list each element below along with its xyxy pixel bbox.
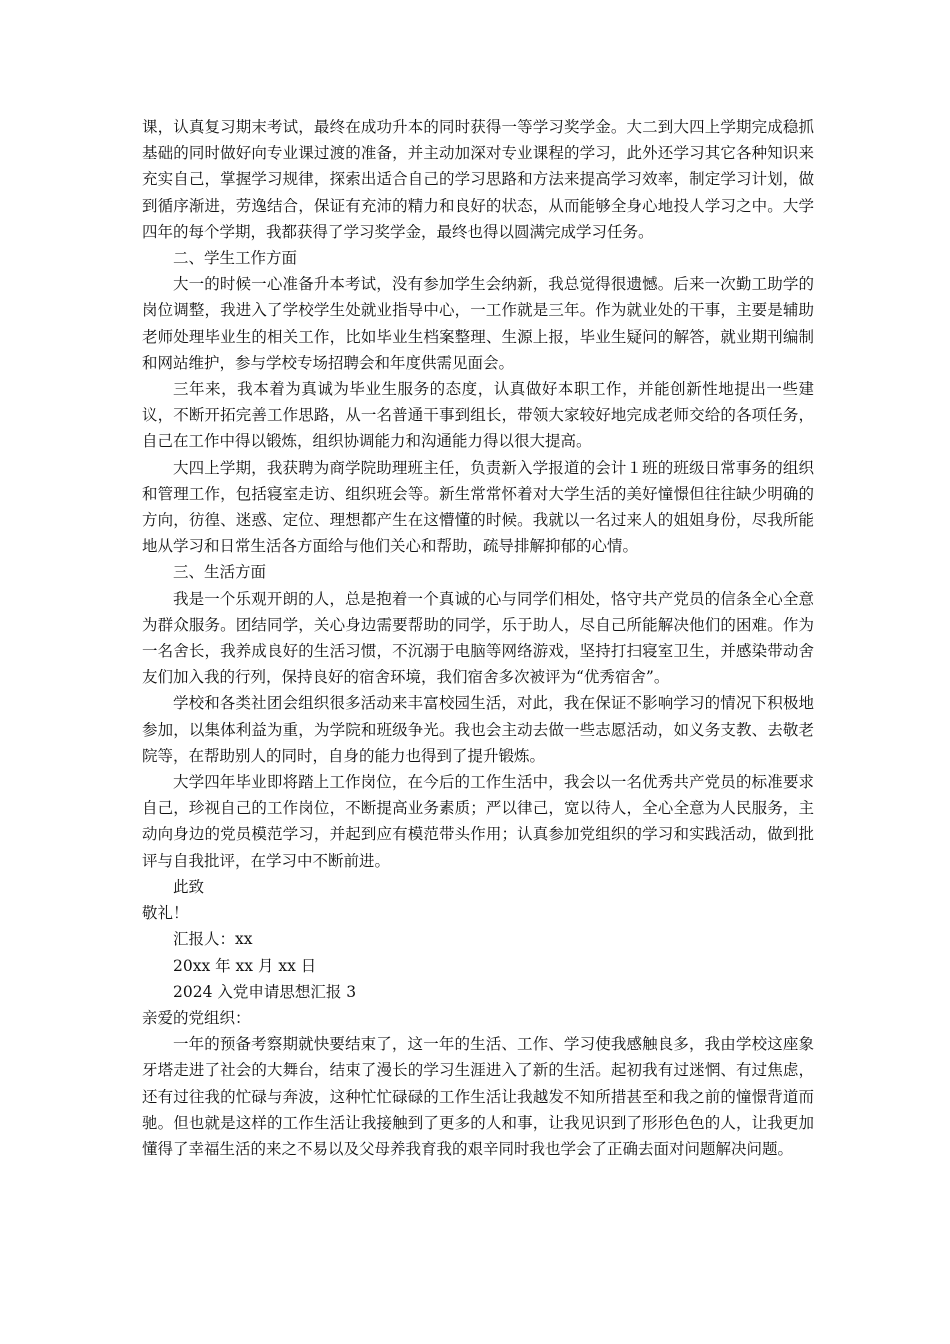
- closing-jingli: 敬礼！: [142, 904, 189, 923]
- paragraph-study-continued: 课，认真复习期末考试，最终在成功升本的同时获得一等学习奖学金。大二到大四上学期完成稳抓基础的同时做好向专业课过渡的准备，并主动加深对专业课程的学习，此外还学习其它各种知识来充实自己，掌握学习规律，探索出适合自己的学习思路和方法来提高学习效率，制定学习计划，做到循序渐进，劳逸结合，保证有充沛的精力和良好的状态，从而能够全身心地投人学习之中。大学四年的每个学期，我都获得了学习奖学金，最终也得以圆满完成学习任务。: [142, 118, 814, 241]
- section-heading-student-work: 二、学生工作方面: [173, 249, 298, 268]
- paragraph-report-3-body: 一年的预备考察期就快要结束了，这一年的生活、工作、学习使我感触良多，我由学校这座象牙塔走进了社会的大舞台，结束了漫长的学习生涯进入了新的生活。起初我有过迷惘、有过焦虑，还有过往我的忙碌与奔波，这种忙忙碌碌的工作生活让我越发不知所措甚至和我之前的憧憬背道而驰。但也就是这样的工作生活让我接触到了更多的人和事，让我见识到了形形色色的人，让我更加懂得了幸福生活的来之不易以及父母养我育我的艰辛同时我也学会了正确去面对问题解决问题。: [142, 1035, 814, 1158]
- signature-reporter: 汇报人：xx: [173, 930, 253, 949]
- document-page: [142, 114, 814, 1162]
- paragraph-student-work-2: 三年来，我本着为真诚为毕业生服务的态度，认真做好本职工作，并能创新性地提出一些建议，不断开拓完善工作思路，从一名普通干事到组长，带领大家较好地完成老师交给的各项任务，自己在工作中得以锻炼，组织协调能力和沟通能力得以很大提高。: [142, 380, 814, 451]
- paragraph-life-1: 我是一个乐观开朗的人，总是抱着一个真诚的心与同学们相处，恪守共产党员的信条全心全意为群众服务。团结同学，关心身边需要帮助的同学，乐于助人，尽自己所能解决他们的困难。作为一名舍长，我养成良好的生活习惯，不沉溺于电脑等网络游戏，坚持打扫寝室卫生，并感染带动舍友们加入我的行列，保持良好的宿舍环境，我们宿舍多次被评为“优秀宿舍”。: [142, 589, 814, 687]
- paragraph-life-2: 学校和各类社团会组织很多活动来丰富校园生活，对此，我在保证不影响学习的情况下积极地参加，以集体利益为重，为学院和班级争光。我也会主动去做一些志愿活动，如义务支教、去敬老院等，在帮助别人的同时，自身的能力也得到了提升锻炼。: [142, 694, 814, 765]
- paragraph-student-work-1: 大一的时候一心准备升本考试，没有参加学生会纳新，我总觉得很遗憾。后来一次勤工助学的岗位调整，我进入了学校学生处就业指导中心，一工作就是三年。作为就业处的干事，主要是辅助老师处理毕业生的相关工作，比如毕业生档案整理、生源上报，毕业生疑问的解答，就业期刊编制和网站维护，参与学校专场招聘会和年度供需见面会。: [142, 275, 814, 372]
- paragraph-conclusion: 大学四年毕业即将踏上工作岗位，在今后的工作生活中，我会以一名优秀共产党员的标准要求自己，珍视自己的工作岗位，不断提高业务素质；严以律己，宽以待人，全心全意为人民服务，主动向身边的党员模范学习，并起到应有模范带头作用；认真参加党组织的学习和实践活动，做到批评与自我批评，在学习中不断前进。: [142, 773, 814, 870]
- signature-date: 20xx 年 xx 月 xx 日: [173, 956, 317, 975]
- report-title: 2024 入党申请思想汇报 3: [173, 982, 357, 1001]
- closing-cizhi: 此致: [173, 877, 205, 896]
- section-heading-life: 三、生活方面: [173, 563, 267, 582]
- paragraph-student-work-3: 大四上学期，我获聘为商学院助理班主任，负责新入学报道的会计１班的班级日常事务的组织和管理工作，包括寝室走访、组织班会等。新生常常怀着对大学生活的美好憧憬但往往缺少明确的方向，彷徨、迷惑、定位、理想都产生在这懵懂的时候。我就以一名过来人的姐姐身份，尽我所能地从学习和日常生活各方面给与他们关心和帮助，疏导排解抑郁的心情。: [142, 458, 814, 556]
- salutation: 亲爱的党组织：: [142, 1008, 251, 1027]
